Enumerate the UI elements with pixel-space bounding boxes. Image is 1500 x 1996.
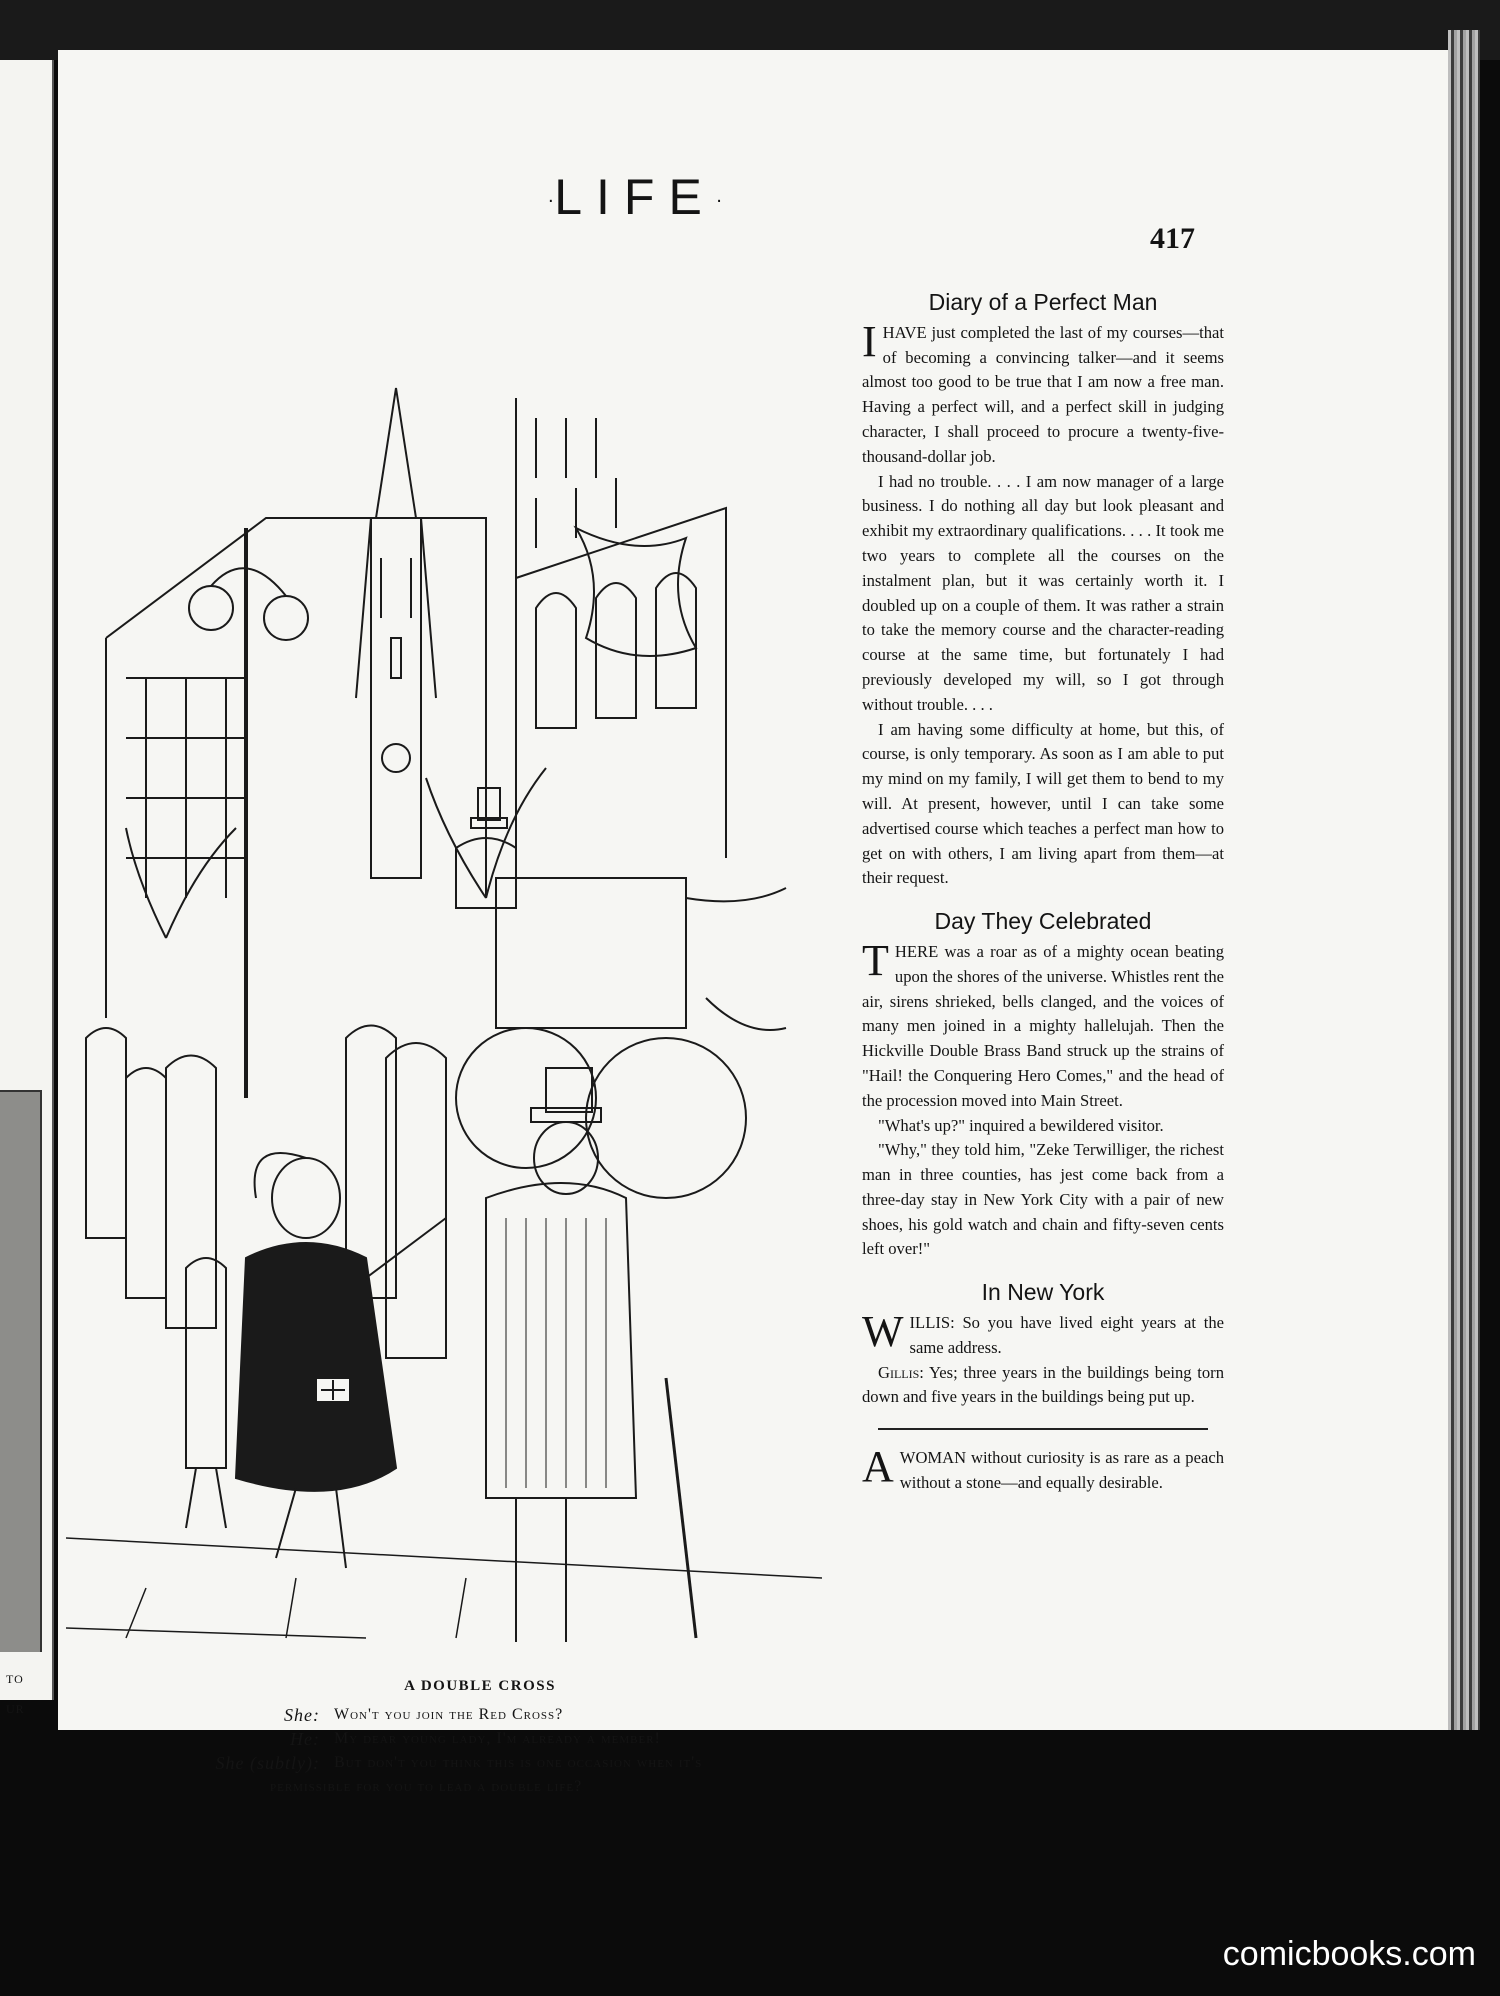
- site-watermark: comicbooks.com: [1222, 1935, 1476, 1973]
- article-title: Diary of a Perfect Man: [928, 289, 1158, 315]
- article-paragraph: "Why," they told him, "Zeke Terwilliger, the richest man in three counties, has jest come back from a three-day stay in New York City with a pair of new shoes, his gold watch and chain and fifty-seven cents left over!": [862, 1140, 1224, 1259]
- adjacent-page-photo: [0, 1090, 42, 1652]
- street-scene-illustration: [66, 378, 822, 1642]
- paragraph-text: HAVE just completed the last of my courses—that of becoming a convincing talker—and it seems almost too good to be true that I am now a free man. Having a perfect will, and a perfect skill in judging character, I shall proceed to procure a twenty-five-thousand-dollar job.: [862, 322, 1224, 466]
- illustration-caption: [120, 1678, 840, 1799]
- drop-cap: A: [862, 1442, 894, 1492]
- drop-cap: W: [862, 1307, 904, 1357]
- paragraph-text: WOMAN without curiosity is as rare as a peach without a stone—and equally desirable.: [899, 1448, 1224, 1493]
- caption-line: [120, 1727, 840, 1751]
- article-new-york: [862, 1280, 1224, 1410]
- adjacent-page-fragment: TO: [6, 1672, 24, 1686]
- article-paragraph: [862, 935, 1224, 1114]
- caption-speaker: She:: [284, 1705, 320, 1725]
- paragraph-text: Yes; three years in the buildings being torn down and five years in the buildings being put up.: [862, 1362, 1224, 1407]
- article-woman: [862, 1442, 1224, 1496]
- text-column: [862, 290, 1224, 1514]
- article-paragraph: I am having some difficulty at home, but this, of course, is only temporary. As soon as I am able to put my mind on my family, I will get them to bend to my will. At present, however, until I can take some advertised course which teaches a perfect man how to get on with others, I am living apart from them—at their request.: [862, 719, 1224, 888]
- caption-text: My dear young lady, I'm already a member!: [334, 1730, 661, 1747]
- caption-line: [120, 1703, 840, 1727]
- article-paragraph: [862, 316, 1224, 470]
- speaker-name: ILLIS:: [909, 1313, 955, 1333]
- article-paragraph: "What's up?" inquired a bewildered visitor.: [878, 1115, 1164, 1135]
- adjacent-page-fragment: UR: [6, 1702, 25, 1716]
- article-celebrated: [862, 909, 1224, 1262]
- caption-title: A DOUBLE CROSS: [404, 1678, 556, 1694]
- caption-speaker: She (subtly):: [215, 1753, 320, 1773]
- caption-speaker: He:: [290, 1729, 320, 1749]
- drop-cap: I: [862, 316, 877, 366]
- caption-continuation: permissible for you to lead a double life?: [270, 1778, 583, 1795]
- article-paragraph: [862, 1442, 1224, 1496]
- speaker-name: Gillis:: [878, 1362, 924, 1382]
- adjacent-page: [0, 60, 54, 1716]
- binding-edge: [1448, 30, 1480, 1730]
- caption-line: [120, 1751, 840, 1775]
- article-paragraph: [862, 1307, 1224, 1361]
- masthead: ·LIFE·: [547, 169, 723, 225]
- drop-cap: T: [862, 935, 889, 985]
- article-title: Day They Celebrated: [934, 908, 1152, 935]
- paragraph-text: So you have lived eight years at the same address.: [909, 1313, 1224, 1357]
- paragraph-text: HERE was a roar as of a mighty ocean beating upon the shores of the universe. Whistles rent the air, sirens shrieked, bells clanged, and the voices of many men joined in a mighty hallelujah. Then the Hickville Double Brass Band struck up the strains of "Hail! the Conquering Hero Comes," and the head of the procession moved into Main Street.: [862, 941, 1224, 1110]
- masthead-title: LIFE: [554, 169, 716, 225]
- article-title: In New York: [981, 1279, 1105, 1306]
- caption-text: But don't you think this is one occasion when it's: [334, 1754, 703, 1771]
- article-paragraph: I had no trouble. . . . I am now manager of a large business. I do nothing all day but look pleasant and exhibit my extraordinary qualifications. . . . It took me two years to complete all the courses on the instalment plan, but it was certainly worth it. I doubled up on a couple of them. It was rather a strain to take the memory course and the character-reading course at the same time, but fortunately I had previously developed my will, so I got through without trouble. . . .: [862, 471, 1224, 714]
- divider-rule: [878, 1428, 1208, 1430]
- caption-text: Won't you join the Red Cross?: [334, 1706, 564, 1723]
- article-diary: [862, 290, 1224, 891]
- article-paragraph: [862, 1361, 1224, 1411]
- page-number: 417: [1150, 222, 1195, 255]
